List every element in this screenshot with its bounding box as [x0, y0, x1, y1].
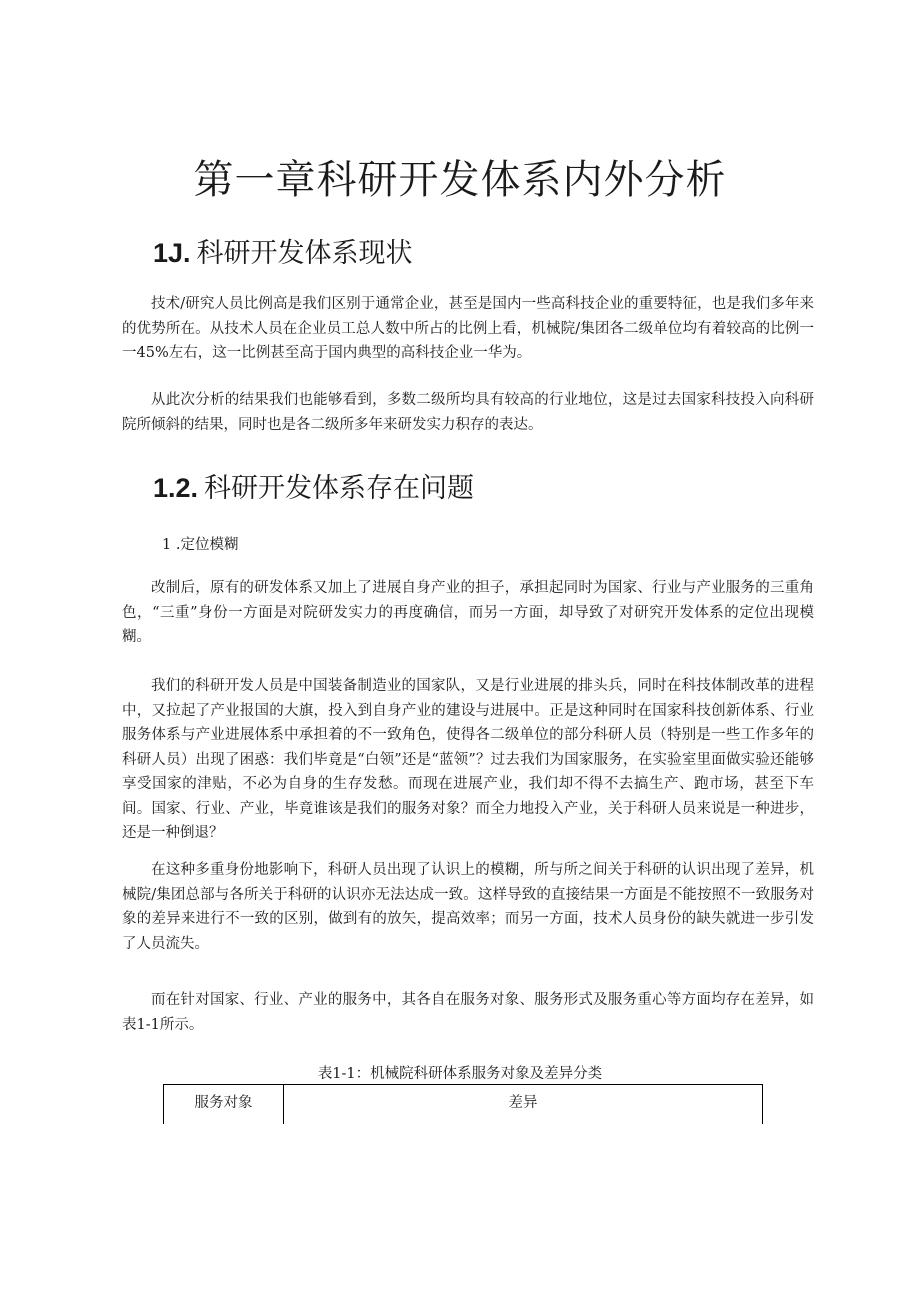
paragraph: 在这种多重身份地影响下，科研人员出现了认识上的模糊，所与所之间关于科研的认识出现了差异，机械院/集团总部与各所关于科研的认识亦无法达成一致。这样导致的直接结果一方面是不能按照不一致服务对象的差异来进行不一致的区别，做到有的放矢，提高效率；而另一方面，技术人员身份的缺失就进一步引发了人员流失。: [122, 862, 814, 952]
service-table: [163, 1084, 763, 1124]
table-header-cell: 服务对象: [164, 1085, 284, 1124]
paragraph: 改制后，原有的研发体系又加上了进展自身产业的担子，承担起同时为国家、行业与产业服务的三重角色，“三重”身份一方面是对院研发实力的再度确信，而另一方面，却导致了对研究开发体系的定位出现模糊。: [122, 580, 814, 645]
paragraph: 我们的科研开发人员是中国装备制造业的国家队，又是行业进展的排头兵，同时在科技体制改革的进程中，又拉起了产业报国的大旗，投入到自身产业的建设与进展中。正是这种同时在国家科技创新体系、行业服务体系与产业进展体系中承担着的不一致角色，使得各二级单位的部分科研人员（特别是一些工作多年的科研人员）出现了困惑：我们毕竟是“白领”还是“蓝领”？过去我们为国家服务，在实验室里面做实验还能够享受国家的津贴，不必为自身的生存发愁。而现在进展产业，我们却不得不去搞生产、跑市场，甚至下车间。国家、行业、产业，毕竟谁该是我们的服务对象？而全力地投入产业，关于科研人员来说是一种进步，还是一种倒退？: [122, 678, 814, 841]
section-number: 1J.: [153, 238, 191, 268]
chapter-title: 第一章科研开发体系内外分析: [193, 157, 727, 203]
paragraph: 而在针对国家、行业、产业的服务中，其各自在服务对象、服务形式及服务重心等方面均存在差异，如表1-1所示。: [122, 992, 814, 1033]
section-title-text: 科研开发体系存在问题: [204, 473, 475, 504]
section-title-text: 科研开发体系现状: [196, 238, 413, 269]
table-caption: 表1-1：机械院科研体系服务对象及差异分类: [317, 1066, 603, 1082]
section-heading-problems: [153, 466, 474, 505]
section-heading-current-status: [153, 231, 413, 270]
subheading: 1 .定位模糊: [162, 537, 239, 553]
section-number: 1.2.: [153, 473, 199, 503]
paragraph: 从此次分析的结果我们也能够看到，多数二级所均具有较高的行业地位，这是过去国家科技投入向科研院所倾斜的结果，同时也是各二级所多年来研发实力积存的表达。: [122, 392, 814, 433]
table-header-cell: 差异: [508, 1095, 538, 1111]
paragraph: 技术/研究人员比例高是我们区别于通常企业，甚至是国内一些高科技企业的重要特征，也是我们多年来的优势所在。从技术人员在企业员工总人数中所占的比例上看，机械院/集团各二级单位均有着较高的比例一一45%左右，这一比例甚至高于国内典型的高科技企业一华为。: [122, 296, 814, 361]
